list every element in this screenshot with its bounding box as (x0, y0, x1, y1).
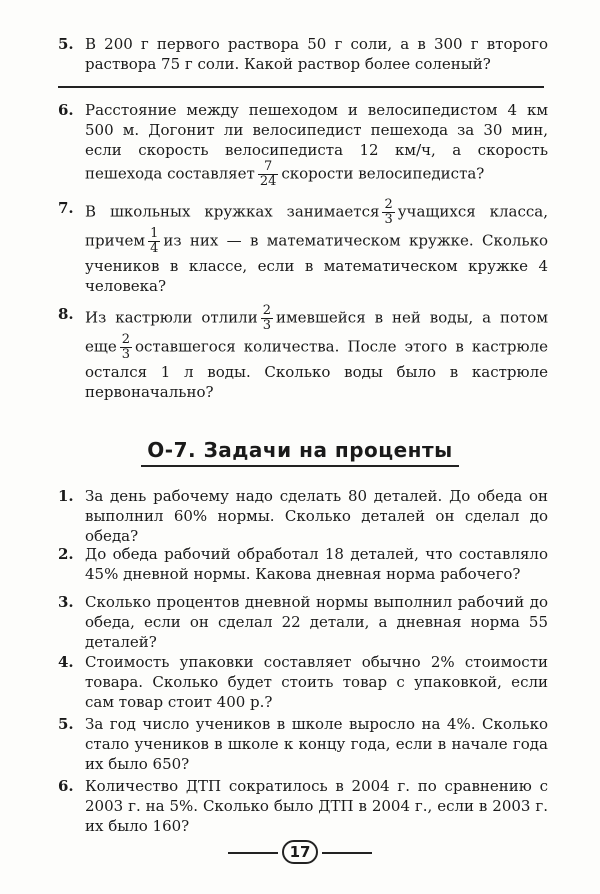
problem-text: Стоимость упаковки составляет обычно 2% стоимости товара. Сколько будет стоить товар с упаковкой, если сам товар стоит 400 р.? (85, 653, 548, 711)
problem-text: Количество ДТП сократилось в 2004 г. по сравнению с 2003 г. на 5%. Сколько было ДТП в 2004 г., если в 2003 г. их было 160? (85, 777, 548, 835)
fraction-numerator: 7 (263, 159, 273, 174)
problem-top-5 (58, 34, 548, 74)
problem-number: 4. (58, 653, 74, 671)
problem-number: 1. (58, 487, 74, 505)
fraction (261, 304, 273, 333)
section-title: О-7. Задачи на проценты (141, 438, 458, 467)
problem-5 (58, 714, 548, 774)
problem-top-6 (58, 100, 548, 189)
fraction-denominator: 4 (150, 241, 159, 256)
problem-top-7 (58, 198, 548, 296)
separator-line (58, 86, 544, 88)
problem-1 (58, 486, 548, 546)
problem-text: учащихся класса, причем (85, 202, 548, 250)
fraction-numerator: 2 (384, 197, 393, 212)
problem-number: 3. (58, 593, 74, 611)
problem-top-8 (58, 304, 548, 402)
page-number: 17 (282, 840, 318, 864)
problem-number: 7. (58, 199, 74, 217)
problem-number: 5. (58, 35, 74, 53)
problem-text: из них — в математическом кружке. Сколько учеников в классе, если в математическом кружке 4 человека? (85, 231, 548, 295)
fraction (382, 198, 394, 227)
footer-line-right (322, 852, 372, 854)
problem-text: Сколько процентов дневной нормы выполнил рабочий до обеда, если он сделал 22 детали, а дневная норма 55 деталей? (85, 593, 548, 651)
problem-number: 8. (58, 305, 74, 323)
problem-6 (58, 776, 548, 836)
problem-text: В школьных кружках занимается (85, 202, 380, 221)
footer-line-left (228, 852, 278, 854)
problem-number: 2. (58, 545, 74, 563)
fraction (258, 160, 279, 189)
problem-text: В 200 г первого раствора 50 г соли, а в 300 г второго раствора 75 г соли. Какой раствор более соленый? (85, 35, 548, 73)
problem-4 (58, 652, 548, 712)
problem-number: 6. (58, 777, 74, 795)
problem-text: скорости велосипедиста? (281, 164, 485, 183)
problem-number: 5. (58, 715, 74, 733)
problem-text: За день рабочему надо сделать 80 деталей. До обеда он выполнил 60% нормы. Сколько деталей он сделал до обеда? (85, 487, 548, 545)
page-footer (0, 838, 600, 866)
problem-text: оставшегося количества. После этого в кастрюле остался 1 л воды. Сколько воды было в кастрюле первоначально? (85, 337, 548, 401)
problem-text: До обеда рабочий обработал 18 деталей, что составляло 45% дневной нормы. Какова дневная норма рабочего? (85, 545, 548, 583)
problem-3 (58, 592, 548, 652)
fraction-numerator: 2 (121, 332, 130, 347)
fraction-denominator: 3 (262, 318, 271, 333)
fraction-denominator: 3 (121, 347, 130, 362)
fraction-numerator: 2 (262, 303, 271, 318)
section-heading (0, 438, 600, 467)
fraction (148, 227, 160, 256)
fraction-denominator: 3 (384, 212, 393, 227)
problem-text: Расстояние между пешеходом и велосипедистом 4 км 500 м. Догонит ли велосипедист пешехода за 30 мин, если скорость велосипедиста 12 км/ч, а скорость пешехода составляет (85, 101, 548, 183)
fraction (120, 333, 132, 362)
fraction-numerator: 1 (150, 226, 159, 241)
problem-text: Из кастрюли отлили (85, 308, 258, 327)
problem-2 (58, 544, 548, 584)
problem-text: имевшейся в ней воды, а потом еще (85, 308, 548, 356)
fraction-denominator: 24 (259, 174, 277, 189)
problem-text: За год число учеников в школе выросло на 4%. Сколько стало учеников в школе к концу года, если в начале года их было 650? (85, 715, 548, 773)
problem-number: 6. (58, 101, 74, 119)
